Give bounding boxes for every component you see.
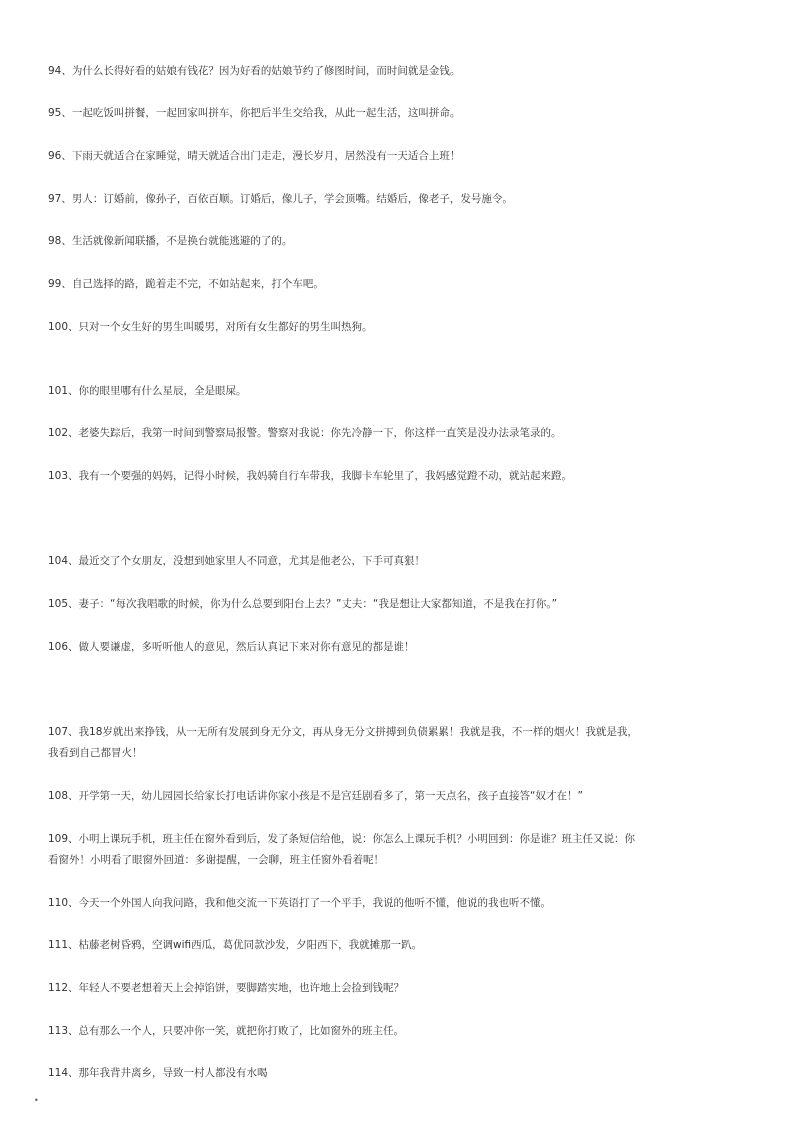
footer-mark: • (34, 1096, 39, 1105)
paragraph-109: 109、小明上课玩手机，班主任在窗外看到后，发了条短信给他，说：你怎么上课玩手机？小明回到：你是谁？班主任又说：你看窗外！小明看了眼窗外回道：多谢提醒，一会聊，班主任窗外看着呢！ (48, 833, 636, 866)
paragraph-112: 112、年轻人不要老想着天上会掉馅饼，要脚踏实地，也许地上会捡到钱呢？ (48, 982, 405, 994)
paragraph-108: 108、开学第一天，幼儿园园长给家长打电话讲你家小孩是不是宫廷剧看多了，第一天点名，孩子直接答“奴才在！” (48, 790, 583, 802)
paragraph-105: 105、妻子：“每次我唱歌的时候，你为什么总要到阳台上去？”丈夫：“我是想让大家都知道，不是我在打你。” (48, 598, 558, 610)
paragraph-101: 101、你的眼里哪有什么星辰，全是眼屎。 (48, 385, 247, 397)
paragraph-103: 103、我有一个要强的妈妈，记得小时候，我妈骑自行车带我，我脚卡车轮里了，我妈感觉蹬不动，就站起来蹬。 (48, 470, 573, 482)
paragraph-113: 113、总有那么一个人，只要冲你一笑，就把你打败了，比如窗外的班主任。 (48, 1025, 405, 1037)
paragraph-99: 99、自己选择的路，跪着走不完，不如站起来，打个车吧。 (48, 278, 324, 290)
paragraph-94: 94、为什么长得好看的姑娘有钱花？因为好看的姑娘节约了修图时间，而时间就是金钱。 (48, 65, 461, 77)
paragraph-110: 110、今天一个外国人向我问路，我和他交流一下英语打了一个平手，我说的他听不懂，他说的我也听不懂。 (48, 897, 552, 909)
paragraph-98: 98、生活就像新闻联播，不是换台就能逃避的了的。 (48, 235, 293, 247)
paragraph-102: 102、老婆失踪后，我第一时间到警察局报警。警察对我说：你先冷静一下，你这样一直笑是没办法录笔录的。 (48, 427, 562, 439)
paragraph-104: 104、最近交了个女朋友，没想到她家里人不同意，尤其是他老公，下手可真狠！ (48, 555, 426, 567)
paragraph-106: 106、做人要谦虚，多听听他人的意见，然后认真记下来对你有意见的都是谁！ (48, 641, 415, 653)
paragraph-97: 97、男人：订婚前，像孙子，百依百顺。订婚后，像儿子，学会顶嘴。结婚后，像老子，发号施令。 (48, 193, 513, 205)
paragraph-100: 100、只对一个女生好的男生叫暖男，对所有女生都好的男生叫热狗。 (48, 321, 373, 333)
paragraph-96: 96、下雨天就适合在家睡觉，晴天就适合出门走走，漫长岁月，居然没有一天适合上班！ (48, 150, 461, 162)
paragraph-95: 95、一起吃饭叫拼餐，一起回家叫拼车，你把后半生交给我，从此一起生活，这叫拼命。 (48, 107, 461, 119)
paragraph-107: 107、我18岁就出来挣钱，从一无所有发展到身无分文，再从身无分文拼搏到负债累累！我就是我，不一样的烟火！我就是我，我看到自己都冒火！ (48, 726, 638, 759)
paragraph-114: 114、那年我背井离乡，导致一村人都没有水喝 (48, 1067, 268, 1079)
paragraph-111: 111、枯藤老树昏鸦，空调wifi西瓜，葛优同款沙发，夕阳西下，我就摊那一趴。 (48, 939, 423, 951)
